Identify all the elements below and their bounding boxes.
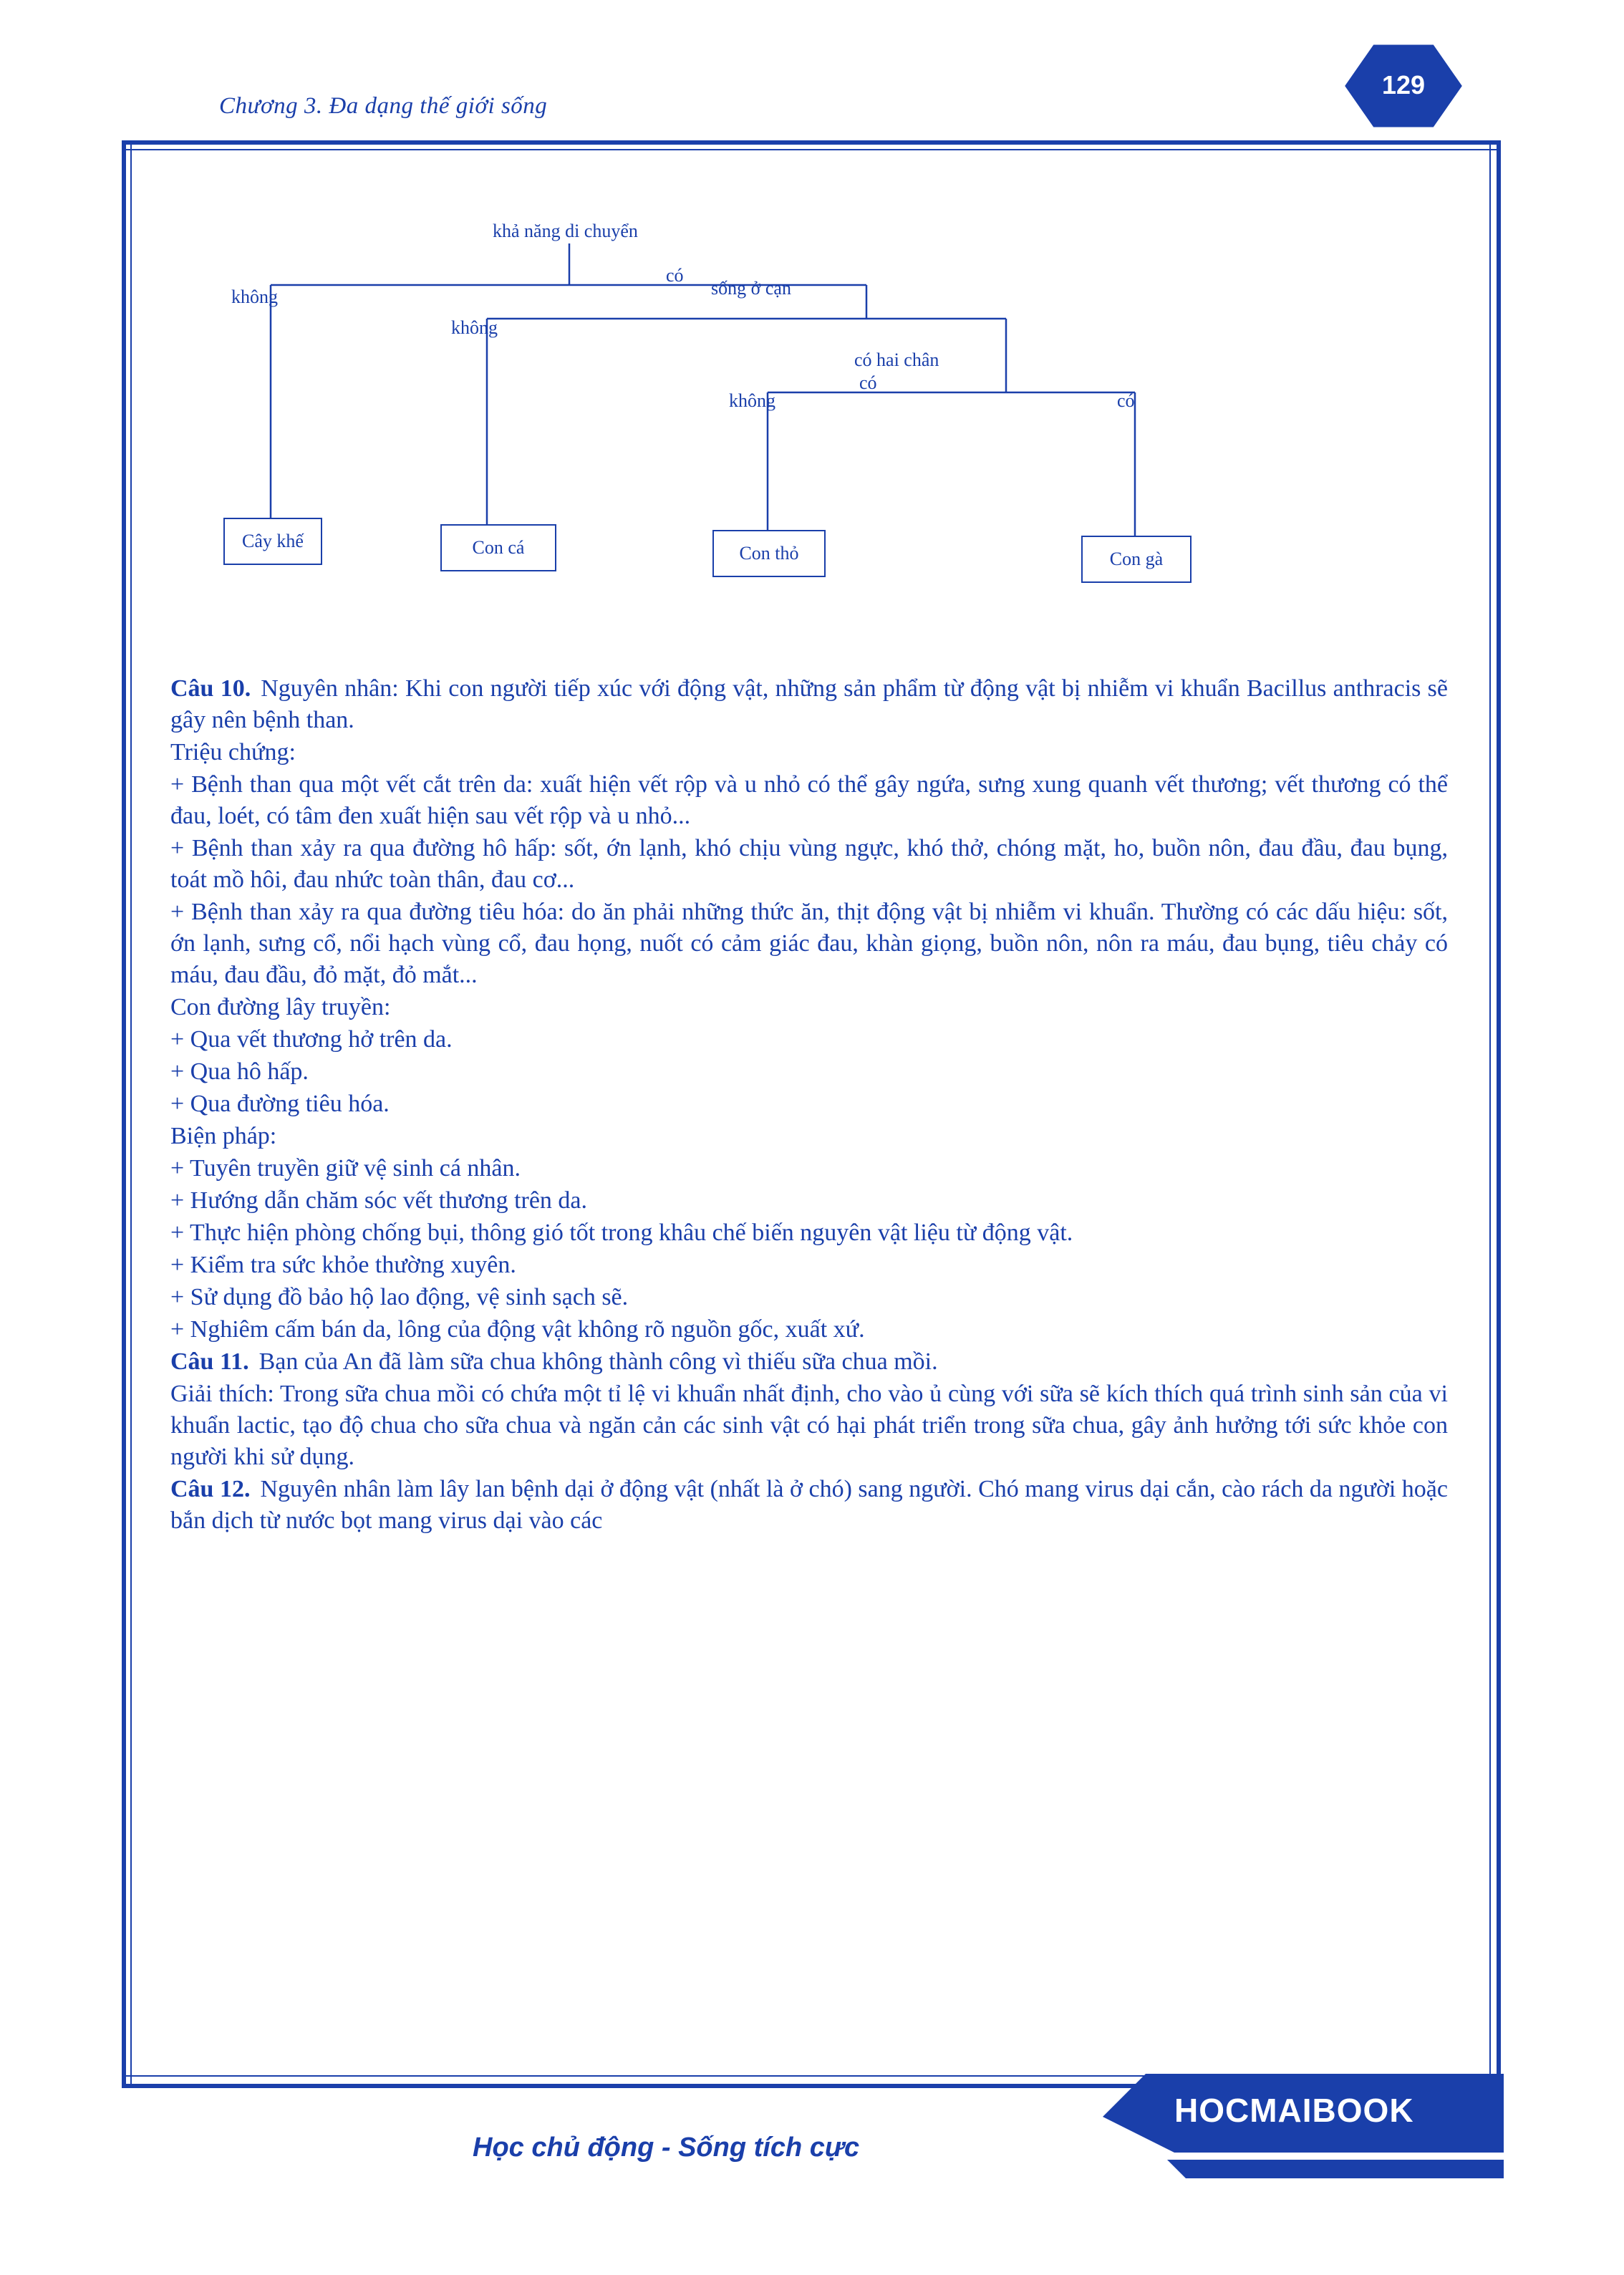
footer-logo: HOCMAIBOOK: [1174, 2092, 1414, 2129]
answer-10-transmission-heading: Con đường lây truyền:: [170, 994, 391, 1021]
decision-tree-diagram: [143, 201, 1360, 659]
answer-10-symptom-respiratory: + Bệnh than xảy ra qua đường hô hấp: sốt, ớn lạnh, khó chịu vùng ngực, khó thở, chóng mặt, ho, buồn nôn, đau đầu, đau bụng, toát mồ hôi, đau nhức toàn thân, đau cơ...: [170, 835, 1448, 894]
diagram-edge-label-co-2: có: [859, 372, 877, 393]
diagram-leaf-cay-khe: Cây khế: [223, 518, 322, 565]
diagram-leaf-con-ca: Con cá: [440, 524, 556, 571]
answer-10-symptom-digestive: + Bệnh than xảy ra qua đường tiêu hóa: do ăn phải những thức ăn, thịt động vật bị nhiễm vi khuẩn. Thường có các dấu hiệu: sốt, ớn lạnh, sưng cổ, nổi hạch vùng cổ, đau họng, nuốt có cảm giác đau, khàn giọng, buồn nôn, nôn ra máu, đau bụng, tiêu chảy có máu, đau đầu, đỏ mặt, đỏ mắt...: [170, 899, 1448, 989]
chapter-title: Chương 3. Đa dạng thế giới sống: [219, 93, 548, 119]
diagram-leaf-con-tho: Con thỏ: [712, 530, 826, 577]
answer-10-measure-wound-care: + Hướng dẫn chăm sóc vết thương trên da.: [170, 1187, 588, 1214]
answer-10-measure-checkup: + Kiểm tra sức khỏe thường xuyên.: [170, 1252, 516, 1279]
answer-10-text: Nguyên nhân: Khi con người tiếp xúc với động vật, những sản phẩm từ động vật bị nhiễm vi khuẩn Bacillus anthracis sẽ gây nên bệnh than.: [170, 675, 1448, 734]
diagram-edge-label-khong-2: không: [451, 317, 498, 338]
footer-slogan: Học chủ động - Sống tích cực: [473, 2132, 860, 2163]
answer-10-measure-dust: + Thực hiện phòng chống bụi, thông gió tốt trong khâu chế biến nguyên vật liệu từ động vật.: [170, 1219, 1073, 1247]
frame-right: [1497, 140, 1501, 2088]
diagram-edge-label-khong-3: không: [729, 390, 775, 411]
question-11-label: Câu 11.: [170, 1348, 249, 1376]
answer-10-paragraph: [170, 673, 1448, 736]
diagram-edge-label-khong-1: không: [231, 286, 278, 307]
answer-11-text: Bạn của An đã làm sữa chua không thành công vì thiếu sữa chua mồi.: [258, 1348, 938, 1376]
diagram-node-root: khả năng di chuyển: [493, 221, 638, 241]
body-content: [170, 673, 1448, 1537]
header-rule-thin: [122, 149, 1501, 150]
answer-11-paragraph: [170, 1346, 1448, 1378]
diagram-node-song-o-can: sống ở cạn: [711, 278, 791, 299]
answer-10-transmission-respiratory: + Qua hô hấp.: [170, 1058, 309, 1086]
frame-left-thin: [130, 140, 132, 2088]
frame-right-thin: [1489, 140, 1491, 2088]
answer-10-measure-protective-gear: + Sử dụng đồ bảo hộ lao động, vệ sinh sạch sẽ.: [170, 1284, 629, 1311]
answer-10-transmission-wound: + Qua vết thương hở trên da.: [170, 1026, 453, 1053]
answer-11-explanation: Giải thích: Trong sữa chua mồi có chứa một tỉ lệ vi khuẩn nhất định, cho vào ủ cùng với sữa sẽ kích thích quá trình sinh sản của vi khuẩn lactic, tạo độ chua cho sữa chua và ngăn cản các sinh vật có hại phát triển trong sữa chua, gây ảnh hưởng tới sức khỏe con người khi sử dụng.: [170, 1381, 1448, 1471]
answer-10-transmission-digestive: + Qua đường tiêu hóa.: [170, 1091, 390, 1118]
frame-left: [122, 140, 126, 2088]
answer-10-measure-hygiene: + Tuyên truyền giữ vệ sinh cá nhân.: [170, 1155, 521, 1182]
answer-12-paragraph: [170, 1474, 1448, 1537]
header-rule: [122, 140, 1501, 145]
answer-10-measures-heading: Biện pháp:: [170, 1123, 277, 1150]
diagram-node-co-hai-chan: có hai chân: [854, 349, 939, 370]
answer-10-measure-ban-trade: + Nghiêm cấm bán da, lông của động vật không rõ nguồn gốc, xuất xứ.: [170, 1316, 865, 1343]
question-12-label: Câu 12.: [170, 1476, 251, 1503]
diagram-edge-label-co-3: có: [1117, 390, 1135, 411]
answer-10-symptoms-heading: Triệu chứng:: [170, 739, 296, 766]
question-10-label: Câu 10.: [170, 675, 251, 702]
page-number: 129: [1381, 70, 1426, 100]
diagram-edge-label-co-1: có: [666, 265, 684, 286]
answer-10-symptom-skin: + Bệnh than qua một vết cắt trên da: xuất hiện vết rộp và u nhỏ có thể gây ngứa, sưng xung quanh vết thương; vết thương có thể đau, loét, có tâm đen xuất hiện sau vết rộp và u nhỏ...: [170, 771, 1448, 830]
diagram-leaf-con-ga: Con gà: [1081, 536, 1192, 583]
answer-12-text: Nguyên nhân làm lây lan bệnh dại ở động vật (nhất là ở chó) sang người. Chó mang virus dại cắn, cào rách da người hoặc bắn dịch từ nước bọt mang virus dại vào các: [170, 1476, 1448, 1535]
